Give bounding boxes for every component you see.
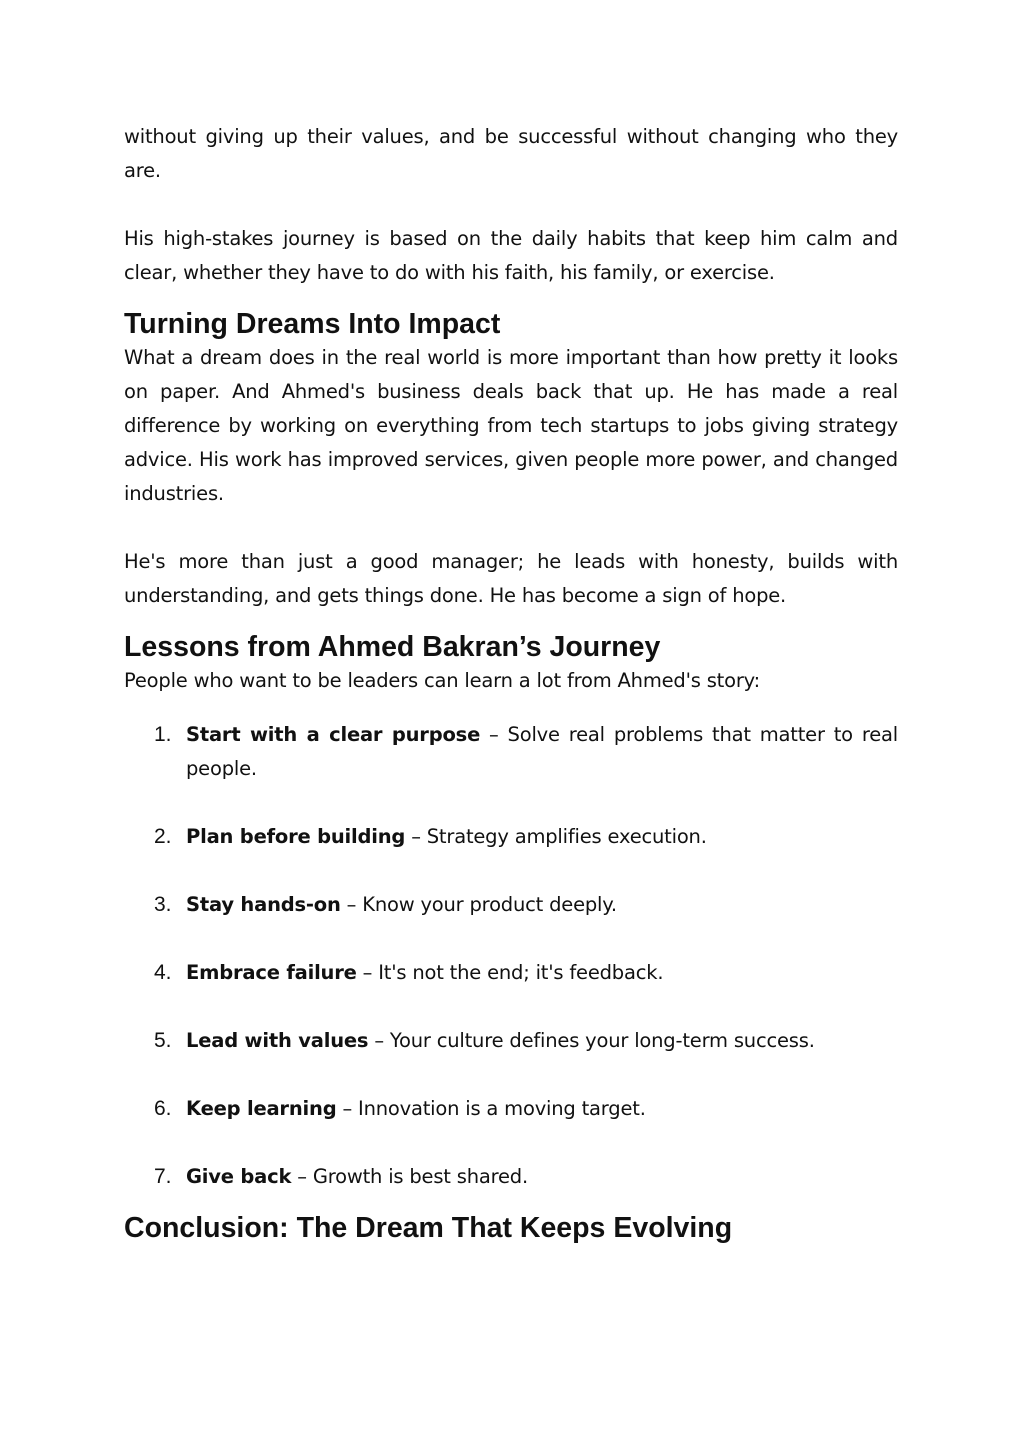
lessons-list [124, 718, 898, 1194]
lesson-title: Start with a clear purpose [186, 723, 481, 746]
list-number: 2. [154, 825, 172, 848]
list-number: 1. [154, 723, 172, 746]
paragraph-values: without giving up their values, and be successful without changing who they are. [124, 125, 898, 182]
lesson-title: Plan before building [186, 825, 406, 848]
list-number: 7. [154, 1165, 172, 1188]
lesson-text: – Solve real problems that matter to real people. [186, 723, 898, 780]
lesson-text: – It's not the end; it's feedback. [356, 961, 664, 984]
document-page [124, 120, 898, 1245]
lesson-text: – Strategy amplifies execution. [405, 825, 707, 848]
list-item [124, 820, 898, 854]
lesson-text: – Your culture defines your long-term success. [368, 1029, 815, 1052]
list-item [124, 718, 898, 786]
heading-turning-dreams: Turning Dreams Into Impact [124, 308, 501, 340]
list-number: 4. [154, 961, 172, 984]
list-item [124, 1092, 898, 1126]
lesson-text: – Innovation is a moving target. [336, 1097, 646, 1120]
heading-lessons: Lessons from Ahmed Bakran’s Journey [124, 631, 661, 663]
lesson-text: – Growth is best shared. [291, 1165, 528, 1188]
lesson-title: Embrace failure [186, 961, 357, 984]
lesson-title: Stay hands-on [186, 893, 341, 916]
lesson-title: Lead with values [186, 1029, 369, 1052]
list-number: 6. [154, 1097, 172, 1120]
list-number: 3. [154, 893, 172, 916]
lesson-title: Give back [186, 1165, 292, 1188]
paragraph-habits: His high-stakes journey is based on the daily habits that keep him calm and clear, whether they have to do with his faith, his family, or exercise. [124, 227, 898, 284]
list-item [124, 888, 898, 922]
heading-conclusion: Conclusion: The Dream That Keeps Evolving [124, 1212, 733, 1244]
lesson-text: – Know your product deeply. [340, 893, 617, 916]
paragraph-lessons-intro: People who want to be leaders can learn a lot from Ahmed's story: [124, 669, 760, 692]
lesson-title: Keep learning [186, 1097, 337, 1120]
list-item [124, 1024, 898, 1058]
paragraph-leader: He's more than just a good manager; he leads with honesty, builds with understanding, and gets things done. He has become a sign of hope. [124, 550, 898, 607]
list-item [124, 1160, 898, 1194]
list-number: 5. [154, 1029, 172, 1052]
list-item [124, 956, 898, 990]
paragraph-impact: What a dream does in the real world is more important than how pretty it looks on paper. And Ahmed's business deals back that up. He has made a real difference by working on everything from tech startups to jobs giving strategy advice. His work has improved services, given people more power, and changed industries. [124, 346, 898, 505]
